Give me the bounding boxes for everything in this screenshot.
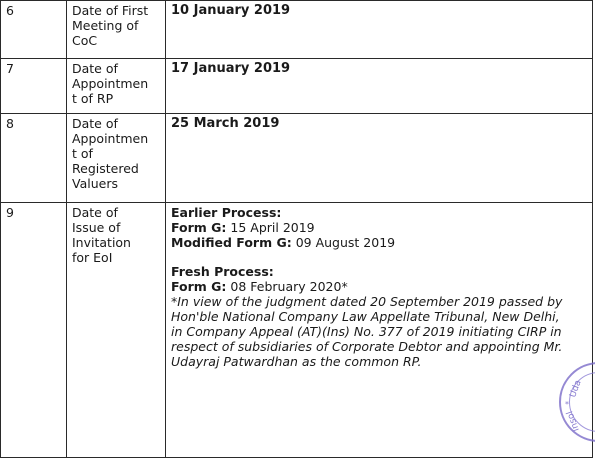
table-row (1, 203, 593, 458)
seal-star-icon: * (565, 400, 569, 409)
fresh-form-g-label: Form G: (171, 279, 227, 294)
row-number: 6 (1, 1, 67, 59)
seal-text-top: Uda (568, 378, 584, 400)
label-line: Invitation (72, 235, 131, 250)
label-line: Date of (72, 205, 118, 220)
footnote-line: in Company Appeal (AT)(Ins) No. 377 of 2019 initiating CIRP in (171, 324, 562, 339)
row-value: 25 March 2019 (166, 114, 593, 203)
label-line: t of RP (72, 91, 114, 106)
table-row (1, 1, 593, 59)
form-g-value: 15 April 2019 (226, 220, 315, 235)
label-line: Registered (72, 161, 139, 176)
row-label (67, 114, 166, 203)
seal-text-bottom: Insol (565, 409, 582, 433)
row-label (67, 59, 166, 114)
row-number: 7 (1, 59, 67, 114)
row-label (67, 203, 166, 458)
modified-form-g (171, 235, 588, 250)
label-line: Date of (72, 61, 118, 76)
label-line: Valuers (72, 176, 118, 191)
form-g-label: Form G: (171, 220, 227, 235)
table-row (1, 59, 593, 114)
row-label (67, 1, 166, 59)
modified-form-g-value: 09 August 2019 (291, 235, 396, 250)
spacer (171, 250, 588, 264)
footnote-line: Hon'ble National Company Law Appellate Tribunal, New Delhi, (171, 309, 560, 324)
label-line: for EoI (72, 250, 113, 265)
row-value: 10 January 2019 (166, 1, 593, 59)
label-line: t of (72, 146, 93, 161)
label-line: CoC (72, 33, 98, 48)
label-line: Date of First (72, 3, 149, 18)
fresh-process-heading: Fresh Process: (171, 264, 274, 279)
footnote-line: *In view of the judgment dated 20 September 2019 passed by (171, 294, 563, 309)
label-line: Date of (72, 116, 118, 131)
label-line: Appointmen (72, 131, 149, 146)
earlier-process-heading: Earlier Process: (171, 205, 282, 220)
row-value: 17 January 2019 (166, 59, 593, 114)
row-number: 9 (1, 203, 67, 458)
row-number: 8 (1, 114, 67, 203)
footnote-line: Udayraj Patwardhan as the common RP. (171, 354, 422, 369)
modified-form-g-label: Modified Form G: (171, 235, 292, 250)
fresh-form-g-value: 08 February 2020* (226, 279, 348, 294)
fresh-form-g (171, 279, 588, 294)
footnote-line: respect of subsidiaries of Corporate Debtor and appointing Mr. (171, 339, 563, 354)
row-value (166, 203, 593, 458)
label-line: Issue of (72, 220, 121, 235)
label-line: Appointmen (72, 76, 149, 91)
label-line: Meeting of (72, 18, 139, 33)
earlier-form-g (171, 220, 588, 235)
table-row (1, 114, 593, 203)
